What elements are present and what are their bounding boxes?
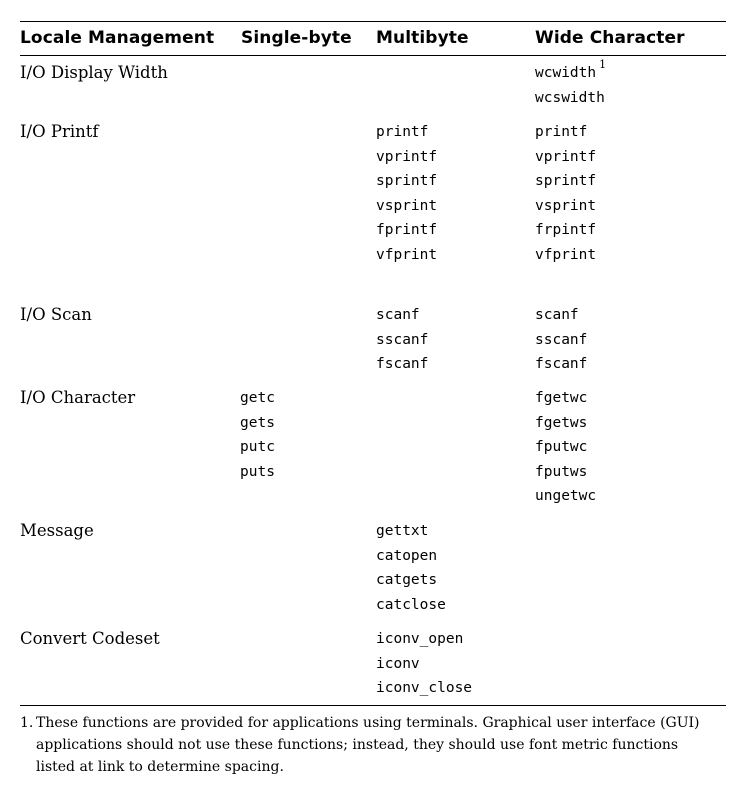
header-single-byte: Single-byte — [241, 28, 352, 48]
row-message-multibyte — [376, 519, 446, 617]
function-name: getc — [240, 390, 275, 406]
function-name: scanf — [376, 307, 420, 323]
function-name: printf — [535, 124, 588, 140]
function-name: vfprint — [376, 246, 438, 263]
function-name: scanf — [535, 307, 579, 323]
function-name: printf — [376, 124, 429, 140]
function-name: catgets — [376, 572, 438, 589]
function-name: wcwidth$^1$ — [535, 58, 607, 81]
row-label-io-display-width: I/O Display Width — [20, 63, 168, 82]
table-footnote — [20, 712, 720, 778]
row-convert-codeset-multibyte — [376, 627, 472, 701]
function-name: iconv_open — [376, 631, 464, 647]
function-name: putc — [240, 439, 275, 456]
header-multibyte: Multibyte — [376, 28, 469, 48]
function-name: puts — [240, 463, 275, 480]
function-name: vprintf — [535, 148, 597, 165]
row-io-printf-wide — [535, 120, 596, 268]
function-name: iconv — [376, 655, 420, 672]
row-label-io-printf: I/O Printf — [20, 122, 99, 141]
function-name: fputws — [535, 463, 588, 480]
function-name: fgetws — [535, 414, 588, 431]
row-label-io-character: I/O Character — [20, 388, 136, 407]
table-bottom-rule — [20, 705, 726, 706]
function-name: fputwc — [535, 439, 588, 456]
function-name: vsprint — [535, 197, 597, 214]
header-locale-management: Locale Management — [20, 28, 215, 48]
row-label-message: Message — [20, 521, 94, 540]
header-wide-character: Wide Character — [535, 28, 685, 48]
function-name: iconv_close — [376, 680, 473, 697]
row-io-character-wide — [535, 386, 596, 509]
function-name: gets — [240, 414, 275, 431]
function-name: catclose — [376, 596, 446, 613]
function-name: ungetwc — [535, 488, 597, 505]
function-name: frpintf — [535, 222, 597, 239]
row-io-printf-multibyte — [376, 120, 437, 268]
row-io-scan-wide — [535, 303, 587, 377]
function-name: gettxt — [376, 523, 429, 539]
header-bottom-rule — [20, 55, 726, 56]
function-name: fprintf — [376, 222, 438, 239]
table-top-rule — [20, 21, 726, 22]
footnote-number: 1. — [20, 715, 34, 731]
function-name: catopen — [376, 547, 438, 564]
row-io-scan-multibyte — [376, 303, 428, 377]
function-name: vfprint — [535, 246, 597, 263]
footnote-marker: 1 — [599, 58, 607, 71]
function-name: sscanf — [376, 331, 429, 348]
function-name: vsprint — [376, 197, 438, 214]
row-label-io-scan: I/O Scan — [20, 305, 92, 324]
function-name: sprintf — [376, 173, 438, 190]
row-io-character-single-byte — [240, 386, 275, 484]
function-name: sprintf — [535, 173, 597, 190]
function-name: vprintf — [376, 148, 438, 165]
function-name: wcswidth — [535, 89, 605, 106]
footnote-text: These functions are provided for applications using terminals. Graphical user interface (GUI) applications should not use these functions; instead, they should use font metric functions listed at link to determine spacing. — [36, 715, 700, 775]
function-name: fgetwc — [535, 390, 588, 406]
function-name: sscanf — [535, 331, 588, 348]
function-name: fscanf — [376, 356, 429, 373]
row-label-convert-codeset: Convert Codeset — [20, 629, 160, 648]
function-name: fscanf — [535, 356, 588, 373]
row-io-display-width-wide — [535, 58, 607, 110]
